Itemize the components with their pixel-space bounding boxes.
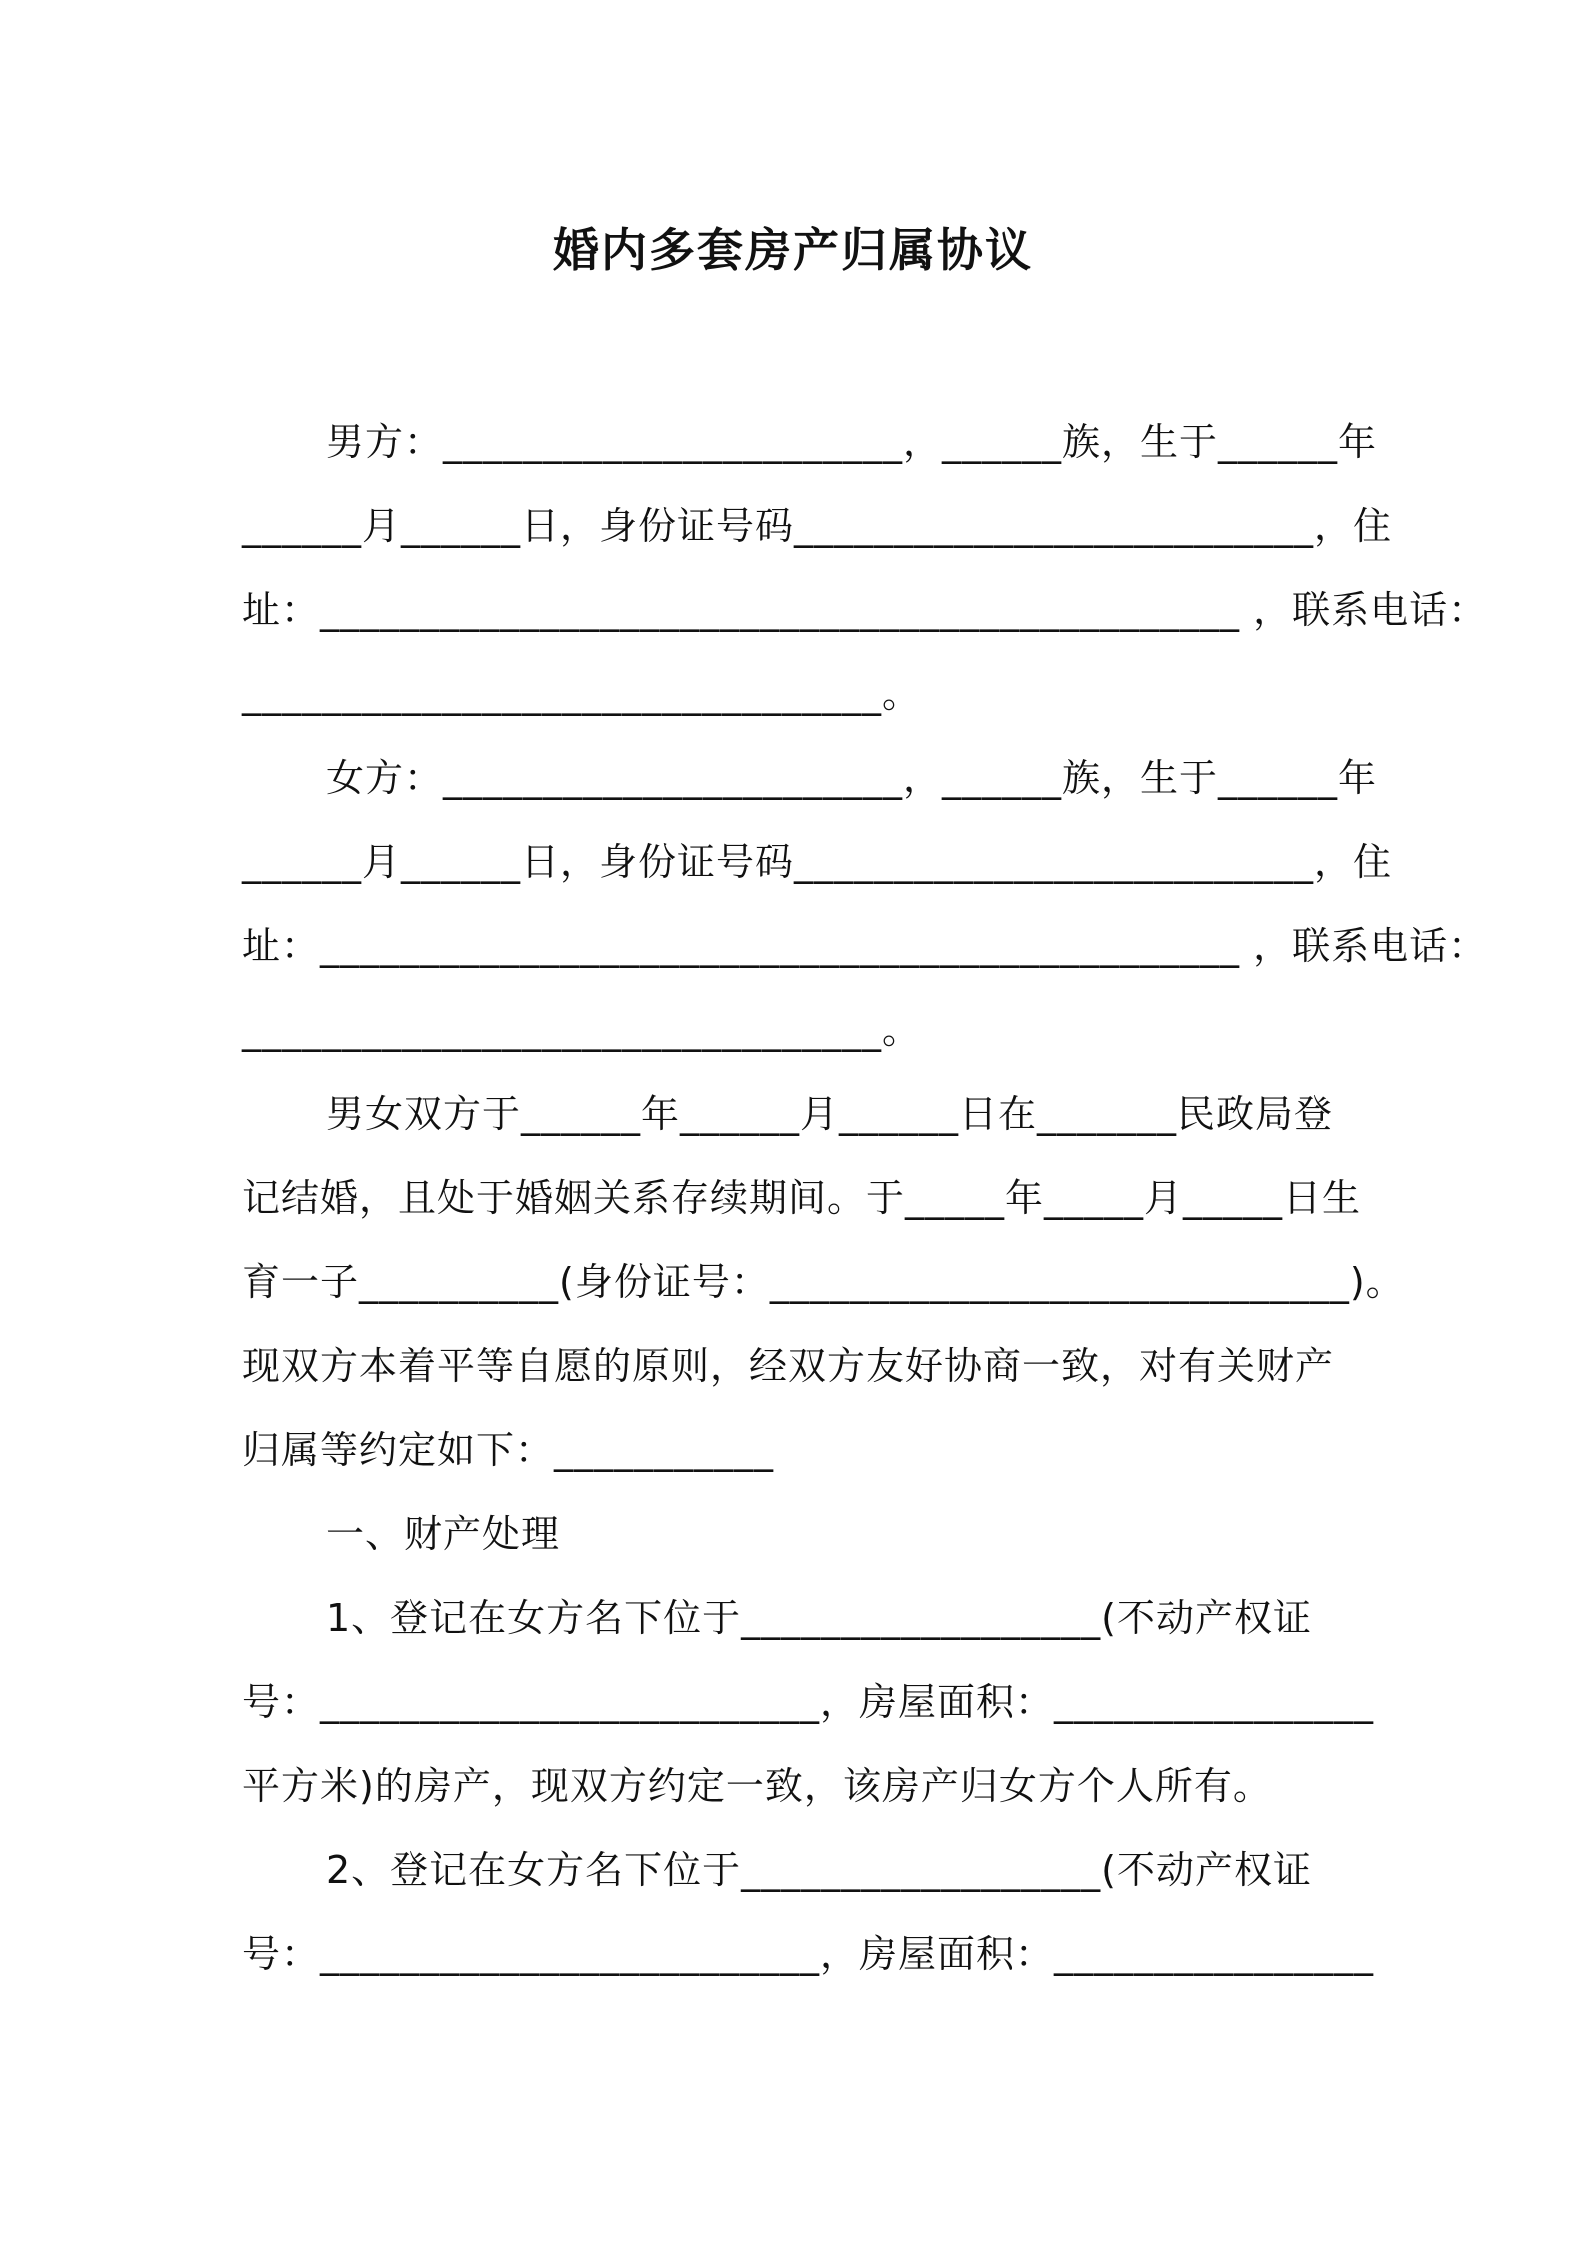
property-item-2-line-2: 号：_________________________，房屋面积：________________	[242, 1932, 1375, 1976]
male-party-line-1: 男方：_______________________，______族，生于______年	[326, 420, 1378, 464]
male-party-line-4: ________________________________。	[242, 672, 922, 716]
property-item-1-line-2: 号：_________________________，房屋面积：________________	[242, 1680, 1375, 1724]
property-item-1-line-1: 1、登记在女方名下位于__________________(不动产权证	[326, 1596, 1313, 1640]
male-party-line-2: ______月______日，身份证号码__________________________，住	[242, 504, 1393, 548]
female-party-line-4: ________________________________。	[242, 1008, 922, 1052]
document-title: 婚内多套房产归属协议	[553, 223, 1033, 277]
marriage-clause-line-3: 育一子__________(身份证号：_____________________________)。	[242, 1260, 1405, 1304]
section-heading-property: 一、财产处理	[326, 1512, 561, 1556]
female-party-line-2: ______月______日，身份证号码__________________________，住	[242, 840, 1393, 884]
property-item-1-line-3: 平方米)的房产，现双方约定一致，该房产归女方个人所有。	[242, 1764, 1272, 1808]
female-party-line-1: 女方：_______________________，______族，生于______年	[326, 756, 1378, 800]
male-party-line-3: 址：______________________________________________ ，联系电话：	[242, 588, 1488, 632]
female-party-line-3: 址：______________________________________________ ，联系电话：	[242, 924, 1488, 968]
property-item-2-line-1: 2、登记在女方名下位于__________________(不动产权证	[326, 1848, 1313, 1892]
marriage-clause-line-2: 记结婚，且处于婚姻关系存续期间。于_____年_____月_____日生	[242, 1176, 1362, 1220]
marriage-clause-line-1: 男女双方于______年______月______日在_______民政局登	[326, 1092, 1334, 1136]
document-body	[242, 400, 1488, 1996]
marriage-clause-line-4: 现双方本着平等自愿的原则，经双方友好协商一致，对有关财产	[242, 1344, 1335, 1388]
marriage-clause-line-5: 归属等约定如下：___________	[242, 1428, 775, 1472]
